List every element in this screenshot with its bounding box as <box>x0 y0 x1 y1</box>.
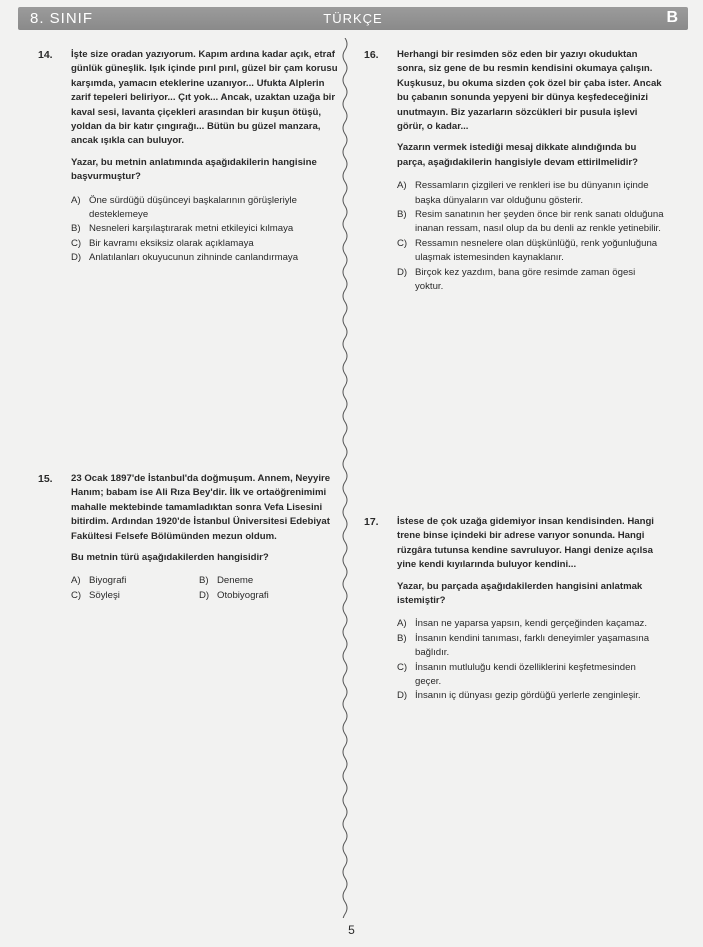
question-passage: İşte size oradan yazıyorum. Kapım ardına kadar açık, etraf günlük güneşlik. Işık içinde pırıl pırıl, güzel bir çam korusu karşımda, yamacın eteklerine uzanıyor... Ufukta Alplerin zarif tepeleri beliriyor... Çıt yok... Ancak, uzaktan uzağa bir kaval sesi, lavanta çiçekleri arasından bir kuşun ötüşü, yoldan da bir katır çıngırağı... Bütün bu güzel manzara, ancak ışıkla can buluyor. <box>71 49 338 147</box>
answer-options <box>397 179 664 294</box>
question-14 <box>38 48 338 266</box>
column-divider <box>339 38 351 918</box>
question-number: 15. <box>38 473 53 485</box>
question-15 <box>38 472 338 603</box>
option-a[interactable]: A) İnsan ne yaparsa yapsın, kendi gerçeğinden kaçamaz. <box>397 618 647 630</box>
question-stem: Yazar, bu metnin anlatımında aşağıdakilerin hangisine başvurmuştur? <box>71 156 317 183</box>
question-passage: 23 Ocak 1897'de İstanbul'da doğmuşum. Annem, Neyyire Hanım; babam ise Ali Rıza Bey'dir. İlk ve ortaöğrenimimi mahalle mektebinde tamamladıktan sonra Vefa Lisesini bitirdim. Ardından 1920'de İstanbul Üniversitesi Edebiyat Fakültesi Felsefe Bölümünden mezun oldum. <box>71 473 331 542</box>
subject-title: TÜRKÇE <box>323 11 383 26</box>
booklet-letter: B <box>666 9 678 26</box>
option-b[interactable]: B) Resim sanatının her şeyden önce bir renk sanatı olduğuna inanan ressam, nasıl olup da bu denli az renkle yetinebilir. <box>397 209 664 235</box>
answer-options <box>71 194 338 266</box>
question-16 <box>364 48 664 295</box>
page-header <box>18 7 688 30</box>
option-a[interactable]: A) Öne sürdüğü düşünceyi başkalarının görüşleriyle desteklemeye <box>71 194 297 221</box>
question-17 <box>364 515 664 704</box>
grade-label: 8. SINIF <box>30 10 94 27</box>
option-c[interactable]: C) Ressamın nesnelere olan düşkünlüğü, renk yoğunluğuna ulaşmak istemesinden kaynaklanır. <box>397 237 658 264</box>
question-stem: Yazar, bu parçada aşağıdakilerden hangisini anlatmak istemiştir? <box>397 580 643 607</box>
page-number: 5 <box>348 923 355 937</box>
option-b[interactable]: B) İnsanın kendini tanıması, farklı deneyimler yaşamasına bağlıdır. <box>397 632 650 659</box>
option-d[interactable]: D) Otobiyografi <box>199 589 269 601</box>
question-number: 17. <box>364 516 379 528</box>
question-stem: Yazarın vermek istediği mesaj dikkate alındığında bu parça, aşağıdakilerin hangisiyle devam ettirilmelidir? <box>397 142 639 168</box>
option-c[interactable]: C) İnsanın mutluluğu kendi özelliklerini keşfetmesinden geçer. <box>397 661 636 688</box>
question-stem: Bu metnin türü aşağıdakilerden hangisidir? <box>71 552 269 564</box>
question-passage: İstese de çok uzağa gidemiyor insan kendisinden. Hangi trene binse içindeki bir adrese varıyor sonunda. Hangi rüzgâra tutunsa kendine savruluyor. Hangi denize açılsa yine kendi kıyılarında buluyor kendini... <box>397 516 654 571</box>
question-number: 14. <box>38 49 53 61</box>
option-c[interactable]: C) Söyleşi <box>71 589 120 601</box>
question-number: 16. <box>364 49 379 61</box>
option-a[interactable]: A) Ressamların çizgileri ve renkleri ise bu dünyanın içinde başka dünyaların var olduğunu gösterir. <box>397 180 649 206</box>
option-d[interactable]: D) Anlatılanları okuyucunun zihninde canlandırmaya <box>71 252 299 264</box>
option-a[interactable]: A) Biyografi <box>71 575 127 587</box>
question-passage: Herhangi bir resimden söz eden bir yazıyı okuduktan sonra, siz gene de bu resmin kendisini okumaya çalışın. Kuşkusuz, bu okuma sizden çok özel bir çaba ister. Ancak bu çabanın sonunda yepyeni bir dünya keşfedeceğinizi unutmayın. Biz yazarların sözcükleri bir pusula işlevi görür, o kadar... <box>397 49 662 133</box>
option-d[interactable]: D) İnsanın iç dünyası gezip gördüğü yerlerle zenginleşir. <box>397 690 641 702</box>
option-b[interactable]: B) Nesneleri karşılaştırarak metni etkileyici kılmaya <box>71 223 294 235</box>
answer-options <box>71 574 338 603</box>
option-b[interactable]: B) Deneme <box>199 575 254 587</box>
option-c[interactable]: C) Bir kavramı eksiksiz olarak açıklamaya <box>71 237 254 249</box>
option-d[interactable]: D) Birçok kez yazdım, bana göre resimde zaman ögesi yoktur. <box>397 266 636 293</box>
answer-options <box>397 617 664 703</box>
